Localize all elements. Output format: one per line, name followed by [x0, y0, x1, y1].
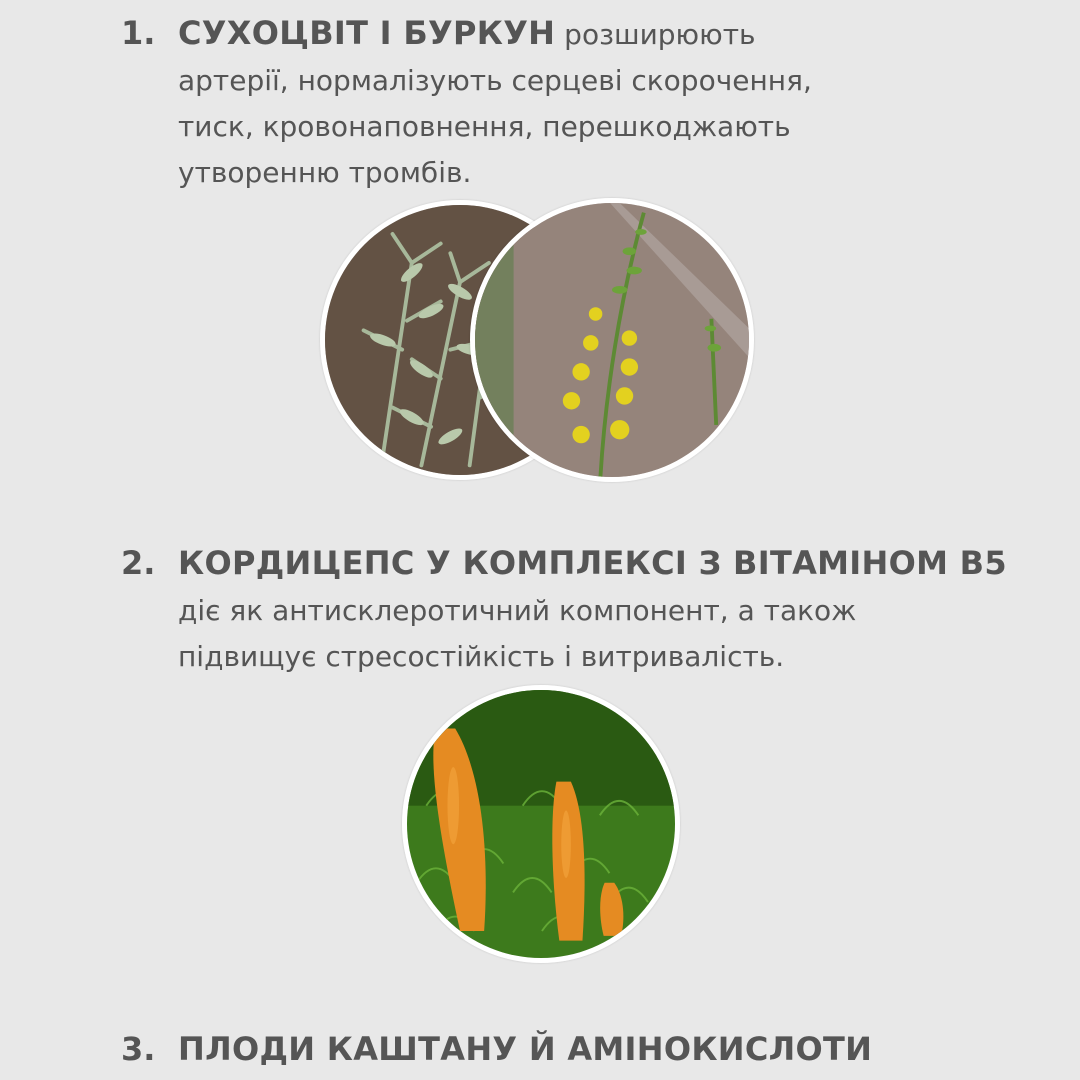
item-line: підвищує стресостійкість і витривалість. [178, 640, 785, 673]
cordyceps-image [407, 690, 675, 958]
item-line: артерії, нормалізують серцеві скорочення, [178, 64, 812, 97]
item-heading: ПЛОДИ КАШТАНУ Й АМІНОКИСЛОТИ [178, 1030, 873, 1068]
item-number: 3. [121, 1030, 156, 1068]
melilot-photo [470, 198, 754, 482]
item-text [178, 540, 1038, 680]
item-heading: КОРДИЦЕПС У КОМПЛЕКСІ З ВІТАМІНОМ B5 [178, 544, 1007, 582]
item-number: 2. [121, 544, 156, 582]
item-line: тиск, кровонаповнення, перешкоджають [178, 110, 791, 143]
cordyceps-photo [402, 685, 680, 963]
item-number: 1. [121, 14, 156, 52]
item-text [178, 1026, 1038, 1074]
item-line: діє як антисклеротичний компонент, а також [178, 594, 857, 627]
melilot-image [475, 203, 749, 477]
item-text [178, 10, 1038, 196]
item-line: утворенню тромбів. [178, 156, 472, 189]
item-heading: СУХОЦВІТ І БУРКУН [178, 14, 556, 52]
item-line: розширюють [564, 18, 756, 51]
